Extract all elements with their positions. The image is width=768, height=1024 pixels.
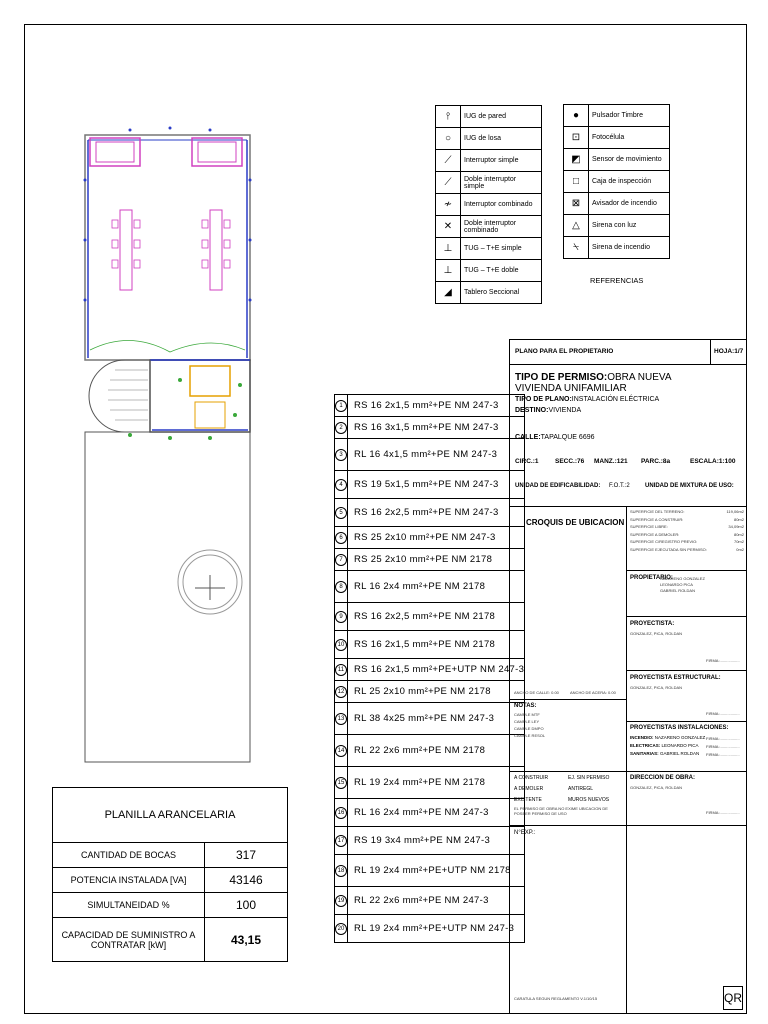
nota: CAMPLE MTF	[514, 712, 540, 717]
qr-code: QR	[723, 986, 743, 1010]
circuit-number-label: 13	[335, 713, 347, 725]
circuit-spec: RS 25 2x10 mm²+PE NM 247-3	[348, 527, 525, 549]
fire-alarm-icon: ⊠	[564, 193, 589, 215]
direccion-label: DIRECCION DE OBRA:	[630, 775, 696, 781]
legend-label: Fotocélula	[589, 127, 670, 149]
legend-label: Doble interruptor combinado	[461, 216, 542, 238]
proyectista-label: PROYECTISTA:	[630, 621, 675, 627]
circuit-row	[335, 499, 525, 527]
circuit-number-label: 9	[335, 611, 347, 623]
circuit-number-label: 20	[335, 923, 347, 935]
legend-row	[436, 128, 542, 150]
planilla-value: 100	[205, 893, 288, 918]
title-block	[509, 339, 747, 1014]
legend-muros: MUROS NUEVOS	[568, 797, 610, 803]
circuit-row	[335, 681, 525, 703]
surface-label: SUPERFICIE A DEMOLER:	[630, 531, 680, 537]
legend-row	[436, 216, 542, 238]
surface-value: 0m2	[736, 546, 744, 552]
planilla-arancelaria	[52, 787, 288, 962]
firma: FIRMA:..................	[706, 744, 740, 749]
firma: FIRMA:..................	[706, 736, 740, 741]
circuit-number-label: 7	[335, 554, 347, 566]
circuit-spec: RL 16 2x4 mm²+PE NM 247-3	[348, 799, 525, 827]
escala: ESCALA:1:100	[690, 458, 736, 465]
circuit-number-label: 16	[335, 807, 347, 819]
fot: F.O.T.:2	[609, 483, 630, 489]
caratula: CARATULA SEGUN REGLAMENTO V.1/10/15	[514, 996, 598, 1001]
circuit-spec: RL 22 2x6 mm²+PE NM 247-3	[348, 887, 525, 915]
circuit-number-label: 3	[335, 449, 347, 461]
legend-row	[564, 215, 670, 237]
legend-label: IUG de losa	[461, 128, 542, 150]
circuit-number-label: 12	[335, 686, 347, 698]
legend-label: TUG – T+E doble	[461, 260, 542, 282]
circuit-number-label: 4	[335, 479, 347, 491]
legend-row	[564, 171, 670, 193]
owner-label: PROPIETARIO:	[630, 575, 673, 581]
surface-label: SUPERFICIE LIBRE:	[630, 524, 668, 529]
legend-construir: A CONSTRUIR	[514, 775, 549, 781]
planilla-label: SIMULTANEIDAD %	[53, 893, 205, 918]
permit-label: TIPO DE PERMISO:	[515, 372, 608, 383]
firma: FIRMA:..................	[706, 752, 740, 757]
owner-name: GABRIEL ROLDAN	[660, 588, 695, 593]
electricas-label: ELECTRICAS:	[630, 743, 661, 748]
sheet-number: HOJA:1/7	[714, 348, 744, 355]
ancho-calle: ANCHO DE CALLE: 0.00	[514, 690, 559, 695]
planilla-label: CANTIDAD DE BOCAS	[53, 843, 205, 868]
circuit-number-label: 11	[335, 664, 347, 676]
circuit-row	[335, 631, 525, 659]
circuit-number	[335, 827, 348, 855]
circuit-number	[335, 499, 348, 527]
nota: CAMPLE LEY	[514, 719, 540, 724]
circuit-row	[335, 855, 525, 887]
surface-row	[630, 524, 744, 532]
inspection-box-icon: □	[564, 171, 589, 193]
legend-label: Interruptor combinado	[461, 194, 542, 216]
doorbell-icon: ●	[564, 105, 589, 127]
legend-caption: REFERENCIAS	[590, 276, 644, 285]
legend-label: TUG – T+E simple	[461, 238, 542, 260]
legend-left	[435, 105, 542, 304]
floor-plan	[70, 120, 270, 800]
surface-label: SUPERFICIE A CONSTRUIR:	[630, 516, 684, 522]
legend-label: Tablero Seccional	[461, 282, 542, 304]
legend-row	[564, 127, 670, 149]
circ: CIRC.:1	[515, 458, 539, 465]
planilla-value: 317	[205, 843, 288, 868]
mixtura: UNIDAD DE MIXTURA DE USO:	[645, 483, 734, 489]
circuit-row	[335, 915, 525, 943]
circuit-number	[335, 799, 348, 827]
circuit-number-label: 8	[335, 581, 347, 593]
firma: FIRMA:..................	[706, 711, 740, 716]
circuit-number	[335, 417, 348, 439]
legend-label: Sirena con luz	[589, 215, 670, 237]
legend-row	[436, 260, 542, 282]
circuit-spec: RL 16 4x1,5 mm²+PE NM 247-3	[348, 439, 525, 471]
planilla-label: POTENCIA INSTALADA [VA]	[53, 868, 205, 893]
legend-row	[564, 149, 670, 171]
circuit-number	[335, 471, 348, 499]
surface-value: 80m2	[733, 516, 744, 522]
legend-antireg: ANTIREGL	[568, 786, 594, 792]
planilla-label: CAPACIDAD DE SUMINISTRO A CONTRATAR [kW]	[53, 918, 205, 962]
photocell-icon: ⊡	[564, 127, 589, 149]
circuit-number	[335, 603, 348, 631]
direccion-value: GONZALEZ, PICA, ROLDAN	[630, 785, 683, 790]
ceiling-outlet-icon: ○	[436, 128, 461, 150]
circuit-spec: RL 19 2x4 mm²+PE+UTP NM 2178	[348, 855, 525, 887]
destination-label: DESTINO:	[515, 407, 549, 414]
firma: FIRMA:..................	[706, 810, 740, 815]
destination-value: VIVIENDA	[548, 407, 582, 414]
circuit-row	[335, 659, 525, 681]
double-switch-icon: ⟋	[436, 172, 461, 194]
circuit-number-label: 1	[335, 400, 347, 412]
permiso-note: EL PERMISO DE OBRA NO EXIME UBICACION DE POSEER PERMISO DE USO	[514, 806, 608, 816]
circuit-row	[335, 603, 525, 631]
circuit-number	[335, 571, 348, 603]
incendio-value: NAZARENO GONZALEZ	[654, 735, 706, 740]
surface-value: 119,06m2	[726, 509, 744, 514]
circuit-number-label: 2	[335, 422, 347, 434]
legend-row	[436, 194, 542, 216]
legend-row	[564, 105, 670, 127]
circuit-number	[335, 439, 348, 471]
circuits-table	[334, 394, 525, 943]
siren-light-icon: △	[564, 215, 589, 237]
legend-label: Sensor de movimiento	[589, 149, 670, 171]
single-switch-icon: ⟋	[436, 150, 461, 172]
circuit-number	[335, 631, 348, 659]
circuit-number	[335, 735, 348, 767]
plan-type-label: TIPO DE PLANO:	[515, 396, 572, 403]
surface-value: 80m2	[733, 531, 744, 537]
legend-row	[436, 282, 542, 304]
circuit-number	[335, 659, 348, 681]
wall-outlet-icon: ⫯	[436, 106, 461, 128]
circuit-spec: RS 16 2x1,5 mm²+PE+UTP NM 247-3	[348, 659, 525, 681]
estructural-label: PROYECTISTA ESTRUCTURAL:	[630, 675, 721, 681]
circuit-row	[335, 767, 525, 799]
street-label: CALLE:	[515, 434, 541, 441]
circuit-row	[335, 703, 525, 735]
nota: CAMPLE DMPO	[514, 726, 544, 731]
manz: MANZ.:121	[594, 458, 628, 465]
legend-row	[564, 237, 670, 259]
circuit-number-label: 18	[335, 865, 347, 877]
permit-value: OBRA NUEVA VIVIENDA UNIFAMILIAR	[515, 372, 671, 394]
circuit-row	[335, 395, 525, 417]
fire-siren-icon: ⍀	[564, 237, 589, 259]
circuit-row	[335, 571, 525, 603]
circuit-row	[335, 887, 525, 915]
circuit-row	[335, 735, 525, 767]
single-socket-icon: ⊥	[436, 238, 461, 260]
circuit-row	[335, 799, 525, 827]
nexp: N°EXP.:	[514, 830, 536, 836]
surface-value: 70m2	[733, 539, 744, 544]
sanitarias-value: GABRIEL ROLDAN	[659, 751, 700, 756]
legend-row	[436, 172, 542, 194]
legend-label: Doble interruptor simple	[461, 172, 542, 194]
proyectista-value: GONZALEZ, PICA, ROLDAN	[630, 631, 683, 636]
instal-label: PROYECTISTAS INSTALACIONES:	[630, 725, 729, 731]
circuit-number	[335, 915, 348, 943]
combined-switch-icon: ≁	[436, 194, 461, 216]
circuit-number	[335, 549, 348, 571]
legend-row	[436, 238, 542, 260]
plan-for: PLANO PARA EL PROPIETARIO	[515, 348, 614, 355]
circuit-row	[335, 439, 525, 471]
circuit-row	[335, 471, 525, 499]
circuit-number	[335, 855, 348, 887]
estructural-value: GONZALEZ, PICA, ROLDAN	[630, 685, 683, 690]
legend-row	[436, 150, 542, 172]
circuit-number-label: 17	[335, 835, 347, 847]
circuit-spec: RL 19 2x4 mm²+PE+UTP NM 247-3	[348, 915, 525, 943]
surface-row	[630, 539, 744, 547]
surface-label: SUPERFICIE DEL TERRENO:	[630, 509, 685, 514]
surface-row	[630, 547, 744, 555]
circuit-spec: RS 25 2x10 mm²+PE NM 2178	[348, 549, 525, 571]
circuit-number-label: 14	[335, 745, 347, 757]
circuit-number-label: 19	[335, 895, 347, 907]
legend-existente: EXISTENTE	[514, 797, 542, 803]
circuit-spec: RL 16 2x4 mm²+PE NM 2178	[348, 571, 525, 603]
secc: SECC.:76	[555, 458, 585, 465]
incendio-label: INCENDIO:	[630, 735, 654, 740]
planilla-value: 43,15	[205, 918, 288, 962]
legend-label: Pulsador Timbre	[589, 105, 670, 127]
surface-label: SUPERFICIE EJECUTADA SIN PERMISO:	[630, 546, 707, 552]
circuit-number	[335, 681, 348, 703]
circuit-spec: RL 22 2x6 mm²+PE NM 2178	[348, 735, 525, 767]
circuit-spec: RL 25 2x10 mm²+PE NM 2178	[348, 681, 525, 703]
nota: CAMPLE RESOL	[514, 733, 546, 738]
planilla-value: 43146	[205, 868, 288, 893]
ancho-acera: ANCHO DE ACERA: 0.00	[570, 690, 616, 695]
surface-row	[630, 532, 744, 540]
circuit-row	[335, 827, 525, 855]
circuit-spec: RS 16 2x1,5 mm²+PE NM 2178	[348, 631, 525, 659]
motion-sensor-icon: ◩	[564, 149, 589, 171]
croquis-title: CROQUIS DE UBICACION	[526, 518, 625, 527]
circuit-spec: RS 16 2x1,5 mm²+PE NM 247-3	[348, 395, 525, 417]
circuit-number-label: 10	[335, 639, 347, 651]
circuit-number	[335, 527, 348, 549]
legend-sin-permiso: EJ. SIN PERMISO	[568, 775, 610, 781]
panel-icon: ◢	[436, 282, 461, 304]
circuit-spec: RS 19 3x4 mm²+PE NM 247-3	[348, 827, 525, 855]
circuit-number	[335, 703, 348, 735]
surface-value: 34,09m2	[728, 524, 744, 529]
circuit-number-label: 15	[335, 777, 347, 789]
legend-label: Avisador de incendio	[589, 193, 670, 215]
legend-label: Sirena de incendio	[589, 237, 670, 259]
legend-demoler: A DEMOLER	[514, 786, 544, 792]
circuit-spec: RS 19 5x1,5 mm²+PE NM 247-3	[348, 471, 525, 499]
double-socket-icon: ⊥	[436, 260, 461, 282]
legend-label: IUG de pared	[461, 106, 542, 128]
circuit-row	[335, 527, 525, 549]
legend-label: Caja de inspección	[589, 171, 670, 193]
edificabilidad: UNIDAD DE EDIFICABILIDAD:	[515, 483, 601, 489]
electricas-value: LEONARDO PICA	[661, 743, 699, 748]
surface-row	[630, 509, 744, 517]
circuit-spec: RL 19 2x4 mm²+PE NM 2178	[348, 767, 525, 799]
surface-row	[630, 517, 744, 525]
double-combined-switch-icon: ✕	[436, 216, 461, 238]
circuit-row	[335, 417, 525, 439]
notas-label: NOTAS:	[514, 703, 537, 709]
circuit-number-label: 5	[335, 507, 347, 519]
circuit-number-label: 6	[335, 532, 347, 544]
circuit-number	[335, 767, 348, 799]
circuit-spec: RL 38 4x25 mm²+PE NM 247-3	[348, 703, 525, 735]
legend-row	[564, 193, 670, 215]
circuit-spec: RS 16 3x1,5 mm²+PE NM 247-3	[348, 417, 525, 439]
legend-row	[436, 106, 542, 128]
circuit-number	[335, 887, 348, 915]
plan-type-value: INSTALACIÓN ELÉCTRICA	[571, 396, 660, 403]
circuit-spec: RS 16 2x2,5 mm²+PE NM 2178	[348, 603, 525, 631]
surface-label: SUPERFICIE C/REGISTRO PREVIO:	[630, 539, 698, 544]
firma: FIRMA:..................	[706, 658, 740, 663]
planilla-title: PLANILLA ARANCELARIA	[53, 788, 288, 843]
circuit-spec: RS 16 2x2,5 mm²+PE NM 247-3	[348, 499, 525, 527]
legend-label: Interruptor simple	[461, 150, 542, 172]
street-value: TAPALQUE 6696	[540, 434, 595, 441]
legend-right	[563, 104, 670, 259]
parc: PARC.:8a	[641, 458, 671, 465]
circuit-row	[335, 549, 525, 571]
owner-name: NAZARENO GONZALEZ	[660, 576, 705, 581]
sanitarias-label: SANITARIAS:	[630, 751, 659, 756]
owner-name: LEONARDO PICA	[660, 582, 693, 587]
circuit-number	[335, 395, 348, 417]
